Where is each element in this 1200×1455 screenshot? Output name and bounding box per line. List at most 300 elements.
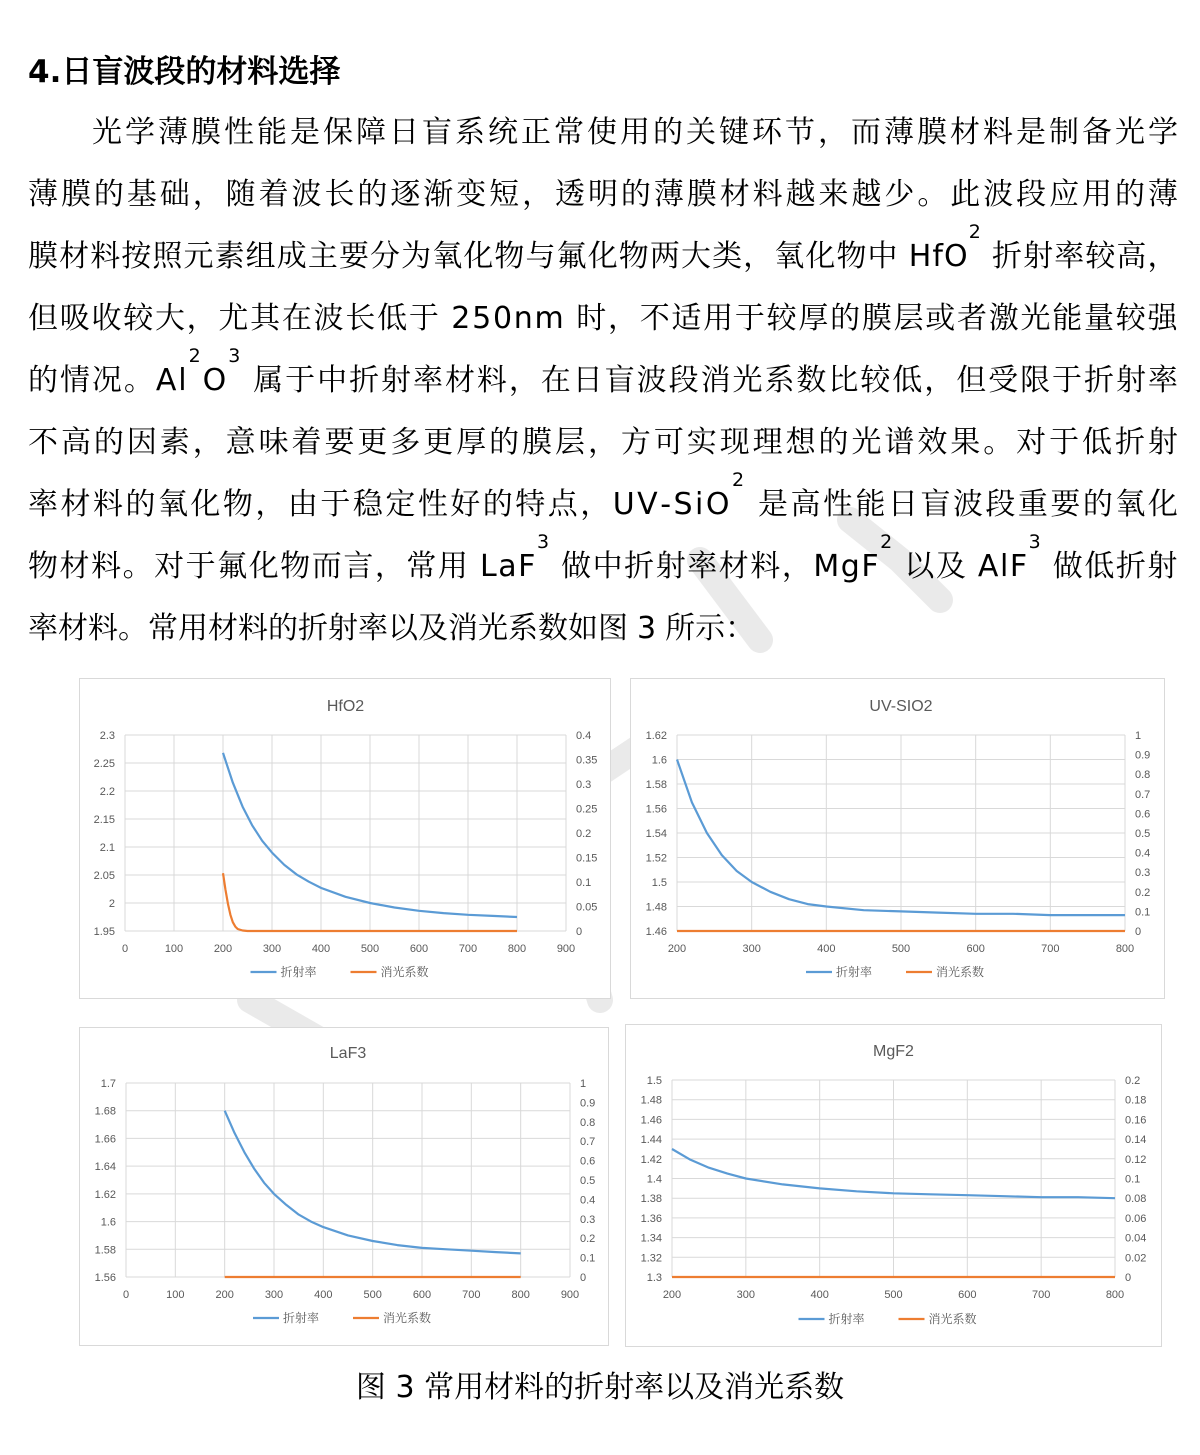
paragraph-char: 薄 (1147, 177, 1178, 212)
y2-tick-label: 0.25 (576, 803, 598, 816)
paragraph-char: 想 (785, 425, 816, 460)
paragraph-char: 的 (268, 611, 298, 646)
paragraph-char: 稳 (352, 487, 383, 522)
y2-tick-label: 0.9 (1135, 749, 1151, 762)
paragraph-char: 物 (494, 239, 525, 274)
y2-tick-label: 0.3 (576, 779, 592, 791)
paragraph-line (28, 469, 1178, 536)
paragraph-char: f (932, 239, 943, 274)
paragraph-char: 较 (766, 301, 797, 336)
paragraph-char: ， (508, 363, 539, 398)
paragraph-char: 的 (830, 301, 861, 336)
paragraph-char: 着 (291, 425, 322, 460)
paragraph-char: 比 (828, 363, 859, 398)
paragraph-char: 实 (686, 425, 717, 460)
paragraph-char: 但 (956, 363, 987, 398)
paragraph-char: 按 (121, 239, 152, 274)
paragraph-char: 材 (719, 177, 750, 212)
paragraph-char (967, 536, 976, 598)
paragraph-char: 厚 (456, 425, 487, 460)
paragraph-char: 高 (60, 425, 91, 460)
paragraph-char: 与 (525, 239, 556, 274)
paragraph-char (441, 288, 450, 350)
paragraph-line (28, 102, 1178, 164)
paragraph-char: 由 (287, 487, 318, 522)
y2-tick-label: 0.35 (576, 754, 598, 767)
y2-tick-label: 0.8 (1135, 769, 1151, 782)
paragraph-char: 障 (356, 115, 386, 150)
paragraph-line (28, 598, 1178, 660)
x-tick-label: 200 (662, 1289, 682, 1301)
paragraph-char: 是 (758, 487, 789, 522)
y-tick-label: 1.6 (651, 754, 667, 767)
subscript: 2 (880, 531, 893, 553)
paragraph-char: 段 (1016, 177, 1047, 212)
x-tick-label: 900 (560, 1289, 580, 1301)
y2-tick-label: 0 (580, 1272, 587, 1284)
paragraph-char: 在 (281, 301, 312, 336)
y-tick-label: 1.5 (646, 1075, 662, 1087)
paragraph-line (28, 221, 1178, 288)
paragraph-char: a (498, 549, 517, 584)
chart-laf3 (79, 1027, 609, 1346)
paragraph-char: 的 (28, 363, 58, 398)
paragraph-char: 料 (90, 239, 121, 274)
y2-tick-label: 0.5 (1135, 828, 1151, 840)
paragraph-char: 低 (892, 363, 923, 398)
paragraph-char: 环 (752, 115, 782, 150)
paragraph-char: 属 (253, 363, 284, 398)
paragraph-char: 为 (401, 239, 432, 274)
paragraph-line (28, 531, 1178, 598)
paragraph-line (28, 164, 1178, 226)
paragraph-char: 消 (448, 611, 478, 646)
paragraph-char: 于 (320, 487, 351, 522)
paragraph-char: 盲 (422, 115, 452, 150)
paragraph-char: 现 (719, 425, 750, 460)
paragraph-char: 而 (851, 115, 881, 150)
paragraph-char: 吸 (59, 301, 90, 336)
paragraph-char: ， (522, 177, 553, 212)
section-heading: 4.日盲波段的材料选择 (28, 54, 341, 90)
x-tick-label: 400 (817, 943, 836, 955)
paragraph-char: H (908, 239, 932, 274)
paragraph-char: 主 (307, 239, 338, 274)
paragraph-char: 系 (455, 115, 485, 150)
paragraph-char: 光 (478, 611, 508, 646)
paragraph-char: L (479, 549, 497, 584)
y2-tick-label: 0.4 (580, 1194, 596, 1207)
y2-tick-label: 0.3 (580, 1213, 596, 1226)
paragraph-char: 量 (1083, 301, 1114, 336)
paragraph-char: 材 (950, 115, 980, 150)
paragraph-char: 越 (785, 177, 816, 212)
x-tick-label: 300 (736, 1289, 756, 1301)
paragraph-char: 化 (805, 239, 836, 274)
x-tick-label: 300 (262, 943, 282, 955)
legend-label: 折射率 (283, 1311, 320, 1325)
paragraph-char: 于 (1049, 425, 1080, 460)
y2-tick-label: 0.2 (580, 1233, 596, 1246)
paragraph-char: 膜 (28, 239, 58, 274)
y2-tick-label: 0.3 (1135, 867, 1151, 880)
paragraph-char: 但 (28, 301, 58, 336)
paragraph-char: 于 (408, 301, 439, 336)
subscript: 2 (968, 221, 981, 243)
paragraph-char: 尤 (218, 301, 249, 336)
paragraph-char: 日 (572, 363, 603, 398)
paragraph-char: 性 (823, 487, 853, 522)
paragraph-char: 使 (587, 115, 617, 150)
paragraph-char: ， (374, 549, 405, 584)
y-tick-label: 1.52 (645, 852, 667, 865)
x-tick-label: 700 (458, 943, 478, 955)
y-tick-label: 1.56 (94, 1272, 116, 1284)
y2-tick-label: 0.12 (1125, 1153, 1147, 1166)
paragraph-char: - (660, 487, 672, 522)
paragraph-char: 光 (851, 425, 882, 460)
y2-tick-label: 0.08 (1125, 1193, 1147, 1206)
paragraph-char (982, 226, 991, 288)
paragraph-char: 化 (190, 487, 221, 522)
paragraph-char: 越 (851, 177, 882, 212)
paragraph-char: 射 (1023, 239, 1054, 274)
paragraph-char: 用 (1082, 177, 1112, 212)
paragraph-char: 氧 (432, 239, 463, 274)
paragraph-char: 正 (521, 115, 551, 150)
paragraph-char: 氧 (774, 239, 805, 274)
paragraph-char: 以 (388, 611, 418, 646)
y-tick-label: 1.56 (645, 803, 667, 816)
x-tick-label: 200 (667, 943, 687, 955)
paragraph-char: 盲 (604, 363, 635, 398)
paragraph-char: 化 (587, 239, 618, 274)
paragraph-char: 常 (406, 549, 437, 584)
paragraph-char: 要 (338, 239, 369, 274)
paragraph-char: 薄 (653, 177, 684, 212)
paragraph-char: 料 (752, 177, 783, 212)
x-tick-label: 500 (884, 1289, 903, 1301)
paragraph-char: 系 (508, 611, 538, 646)
paragraph-char: 5 (472, 301, 492, 336)
paragraph-char: 础 (159, 177, 190, 212)
paragraph-char: 因 (126, 425, 157, 460)
subscript: 3 (228, 345, 241, 367)
paragraph-char: 对 (154, 549, 185, 584)
paragraph-char: 较 (1085, 239, 1116, 274)
paragraph-char: i (695, 487, 704, 522)
paragraph-char: 率 (358, 611, 388, 646)
paragraph-char (551, 536, 560, 598)
paragraph-char: 方 (620, 425, 651, 460)
x-tick-label: 0 (122, 1289, 130, 1301)
paragraph-char: 折 (1084, 363, 1114, 398)
paragraph-char: 0 (492, 301, 513, 336)
paragraph-char: 果 (950, 425, 981, 460)
paragraph-char: 率 (1054, 239, 1085, 274)
paragraph-char: 收 (91, 301, 122, 336)
x-tick-label: 500 (891, 943, 911, 955)
paragraph-char: 数 (796, 363, 827, 398)
y-tick-label: 1.5 (651, 877, 667, 889)
paragraph-char: 折 (1114, 425, 1145, 460)
chart-mgf2 (625, 1024, 1162, 1347)
paragraph-char: 氟 (556, 239, 587, 274)
paragraph-char: 率 (1147, 363, 1178, 398)
paragraph-char: 如 (568, 611, 598, 646)
y2-tick-label: 0.18 (1125, 1094, 1147, 1107)
x-tick-label: 300 (742, 943, 761, 955)
paragraph-char: 高 (790, 487, 821, 522)
x-tick-label: 500 (363, 1289, 382, 1301)
paragraph-char: 重 (1017, 487, 1048, 522)
paragraph-char: 能 (855, 487, 886, 522)
paragraph-char (628, 598, 637, 660)
x-tick-label: 600 (412, 1289, 432, 1301)
paragraph-char: F (1009, 549, 1028, 584)
x-tick-label: 0 (121, 943, 129, 955)
paragraph-char: 能 (1052, 301, 1083, 336)
paragraph-char: 低 (1082, 425, 1112, 460)
paragraph-char: 长 (324, 177, 355, 212)
paragraph-char: 对 (1016, 425, 1047, 460)
paragraph-char: 材 (718, 549, 749, 584)
y-tick-label: 2.25 (93, 758, 115, 770)
paragraph-char: 可 (653, 425, 684, 460)
paragraph-char: 化 (463, 239, 494, 274)
paragraph-char: 是 (290, 115, 320, 150)
paragraph-char: 时 (576, 301, 607, 336)
paragraph-char (1042, 536, 1051, 598)
paragraph-char: 折 (624, 549, 655, 584)
paragraph-char: 料 (91, 549, 122, 584)
paragraph-char: 效 (917, 425, 948, 460)
paragraph-char: 数 (538, 611, 568, 646)
y-tick-label: 1.95 (93, 926, 115, 938)
y-tick-label: 2.15 (93, 814, 115, 826)
x-tick-label: 700 (462, 1289, 481, 1301)
paragraph-char: 材 (444, 363, 475, 398)
y-tick-label: 2.3 (99, 730, 115, 742)
paragraph-char: 用 (178, 611, 208, 646)
paragraph-char: 的 (93, 177, 124, 212)
paragraph-char: 日 (887, 487, 918, 522)
y2-tick-label: 0.04 (1125, 1232, 1147, 1245)
paragraph-char: 组 (245, 239, 276, 274)
paragraph-char: O (944, 239, 968, 274)
paragraph-char: S (673, 487, 693, 522)
legend-label: 消光系数 (936, 965, 985, 979)
paragraph-char: 素 (159, 425, 190, 460)
y-tick-label: 1.44 (640, 1134, 662, 1147)
x-tick-label: 600 (409, 943, 429, 955)
paragraph-char: 率 (28, 611, 58, 646)
y-tick-label: 1.54 (645, 828, 667, 840)
x-tick-label: 700 (1031, 1289, 1051, 1301)
paragraph-char: A (977, 549, 999, 584)
paragraph-char: 化 (248, 549, 279, 584)
paragraph-char: 逐 (390, 177, 421, 212)
subscript: 2 (731, 469, 745, 491)
paragraph-char: 波 (291, 177, 322, 212)
x-tick-label: 200 (215, 1289, 234, 1301)
paragraph-char: 率 (687, 549, 718, 584)
paragraph-char: 关 (686, 115, 716, 150)
subscript: 3 (1028, 531, 1041, 553)
paragraph-char (565, 288, 574, 350)
chart-title: HfO2 (326, 698, 365, 715)
paragraph-char: 定 (385, 487, 416, 522)
y2-tick-label: 0.8 (580, 1116, 596, 1129)
y2-tick-label: 0.1 (580, 1252, 596, 1265)
paragraph-char: 。 (118, 611, 148, 646)
paragraph-char: 所 (665, 611, 696, 646)
paragraph-char: 率 (28, 487, 58, 522)
paragraph-char: 膜 (522, 425, 553, 460)
y2-tick-label: 0.6 (1135, 808, 1151, 821)
x-tick-label: 400 (311, 943, 331, 955)
paragraph-char: 料 (88, 611, 118, 646)
paragraph-char: 日 (389, 115, 419, 150)
paragraph-char: 的 (489, 425, 520, 460)
x-tick-label: 400 (314, 1289, 333, 1301)
paragraph-char: 于 (734, 301, 765, 336)
y-tick-label: 1.42 (640, 1153, 662, 1166)
paragraph-char: 大 (154, 301, 185, 336)
paragraph-char: 折 (1115, 549, 1146, 584)
y2-tick-label: 0.2 (576, 828, 592, 840)
paragraph-char: 更 (423, 425, 454, 460)
paragraph-char: 段 (985, 487, 1016, 522)
paragraph-char: 节 (785, 115, 815, 150)
chart-title: UV-SIO2 (869, 698, 933, 715)
y-tick-label: 1.62 (94, 1188, 116, 1201)
y-tick-label: 2 (108, 898, 115, 910)
paragraph-char: 性 (417, 487, 448, 522)
y2-tick-label: 0.1 (1125, 1173, 1141, 1186)
paragraph-char: 意 (225, 425, 256, 460)
paragraph-char: ， (587, 425, 618, 460)
paragraph-char: 照 (152, 239, 183, 274)
paragraph-char: 高 (1116, 239, 1147, 274)
x-tick-label: 700 (1041, 943, 1060, 955)
paragraph-char: ， (1147, 239, 1178, 274)
paragraph-char: 而 (311, 549, 342, 584)
paragraph-char: 示 (695, 611, 726, 646)
paragraph-char: 的 (357, 177, 388, 212)
paragraph-char: g (840, 549, 860, 584)
paragraph-char: 氧 (1115, 487, 1146, 522)
paragraph-char: n (513, 301, 533, 336)
paragraph-char: 限 (1020, 363, 1051, 398)
y2-tick-label: 0.7 (1135, 788, 1151, 801)
x-tick-label: 100 (166, 1289, 185, 1301)
paragraph-char: 理 (752, 425, 783, 460)
chart-uv-sio2 (630, 678, 1165, 999)
paragraph-char: 做 (1052, 549, 1083, 584)
paragraph-char: 2 (451, 301, 471, 336)
paragraph-char: 光 (92, 115, 122, 150)
legend-label: 折射率 (836, 965, 873, 979)
y2-tick-label: 0 (576, 926, 583, 938)
paragraph-char: 物 (222, 487, 253, 522)
paragraph-char: O (202, 363, 227, 398)
paragraph-char: ， (607, 301, 638, 336)
y2-tick-label: 0.7 (580, 1136, 596, 1149)
paragraph-char: 薄 (884, 115, 914, 150)
x-tick-label: 600 (966, 943, 985, 955)
paragraph-char: 射 (655, 549, 686, 584)
paragraph-char: ， (192, 177, 223, 212)
paragraph-char: 在 (540, 363, 571, 398)
paragraph-char: 强 (1147, 301, 1178, 336)
paragraph-char (469, 536, 478, 598)
paragraph-char: 物 (836, 239, 867, 274)
paragraph-char: m (534, 301, 564, 336)
paragraph-char: l (999, 549, 1009, 584)
y-tick-label: 2.05 (93, 870, 115, 882)
paragraph-char: ， (781, 549, 812, 584)
y-tick-label: 1.58 (94, 1244, 116, 1257)
paragraph-char: 素 (214, 239, 245, 274)
y-tick-label: 1.46 (645, 926, 667, 938)
y2-tick-label: 0 (1135, 926, 1142, 938)
paragraph-char: 好 (450, 487, 481, 522)
paragraph-char: 更 (357, 425, 388, 460)
y2-tick-label: 0.05 (576, 901, 598, 914)
chart-title: MgF2 (873, 1043, 914, 1060)
paragraph-char: 的 (125, 487, 156, 522)
paragraph-char: 化 (1147, 487, 1178, 522)
paragraph-char: 情 (59, 363, 90, 398)
paragraph-char: 消 (700, 363, 731, 398)
y2-tick-label: 0.2 (1135, 886, 1151, 899)
paragraph-char: 着 (258, 177, 289, 212)
paragraph-char: 薄 (158, 115, 188, 150)
x-tick-label: 800 (1115, 943, 1135, 955)
paragraph-char: 备 (1082, 115, 1112, 150)
paragraph-char: 系 (764, 363, 795, 398)
y2-tick-label: 0.14 (1125, 1134, 1147, 1147)
paragraph-char: 及 (935, 549, 966, 584)
paragraph-char: 来 (818, 177, 849, 212)
paragraph-char: 物 (28, 549, 58, 584)
paragraph-char: 较 (123, 301, 154, 336)
paragraph-char: 膜 (60, 177, 91, 212)
paragraph-char: 物 (618, 239, 649, 274)
paragraph-char: 类 (712, 239, 743, 274)
paragraph-char: 射 (381, 363, 412, 398)
paragraph-char: 以 (904, 549, 935, 584)
paragraph-char: 物 (280, 549, 311, 584)
paragraph-char: 。 (122, 549, 153, 584)
paragraph-char: 波 (636, 363, 667, 398)
subscript: 3 (536, 531, 550, 553)
legend-label: 消光系数 (383, 1311, 432, 1325)
chart-title: LaF3 (329, 1045, 367, 1062)
paragraph-char: 折 (992, 239, 1023, 274)
legend-label: 折射率 (828, 1312, 865, 1326)
paragraph-char: 图 (598, 611, 628, 646)
paragraph-char: 透 (555, 177, 585, 212)
paragraph-char: 材 (60, 487, 91, 522)
paragraph-char: 料 (238, 611, 268, 646)
paragraph-char: 适 (671, 301, 702, 336)
chart-hfo2 (79, 678, 611, 999)
y2-tick-label: 0.16 (1125, 1114, 1147, 1127)
paragraph-char: 盲 (920, 487, 951, 522)
paragraph-char: 材 (58, 611, 88, 646)
